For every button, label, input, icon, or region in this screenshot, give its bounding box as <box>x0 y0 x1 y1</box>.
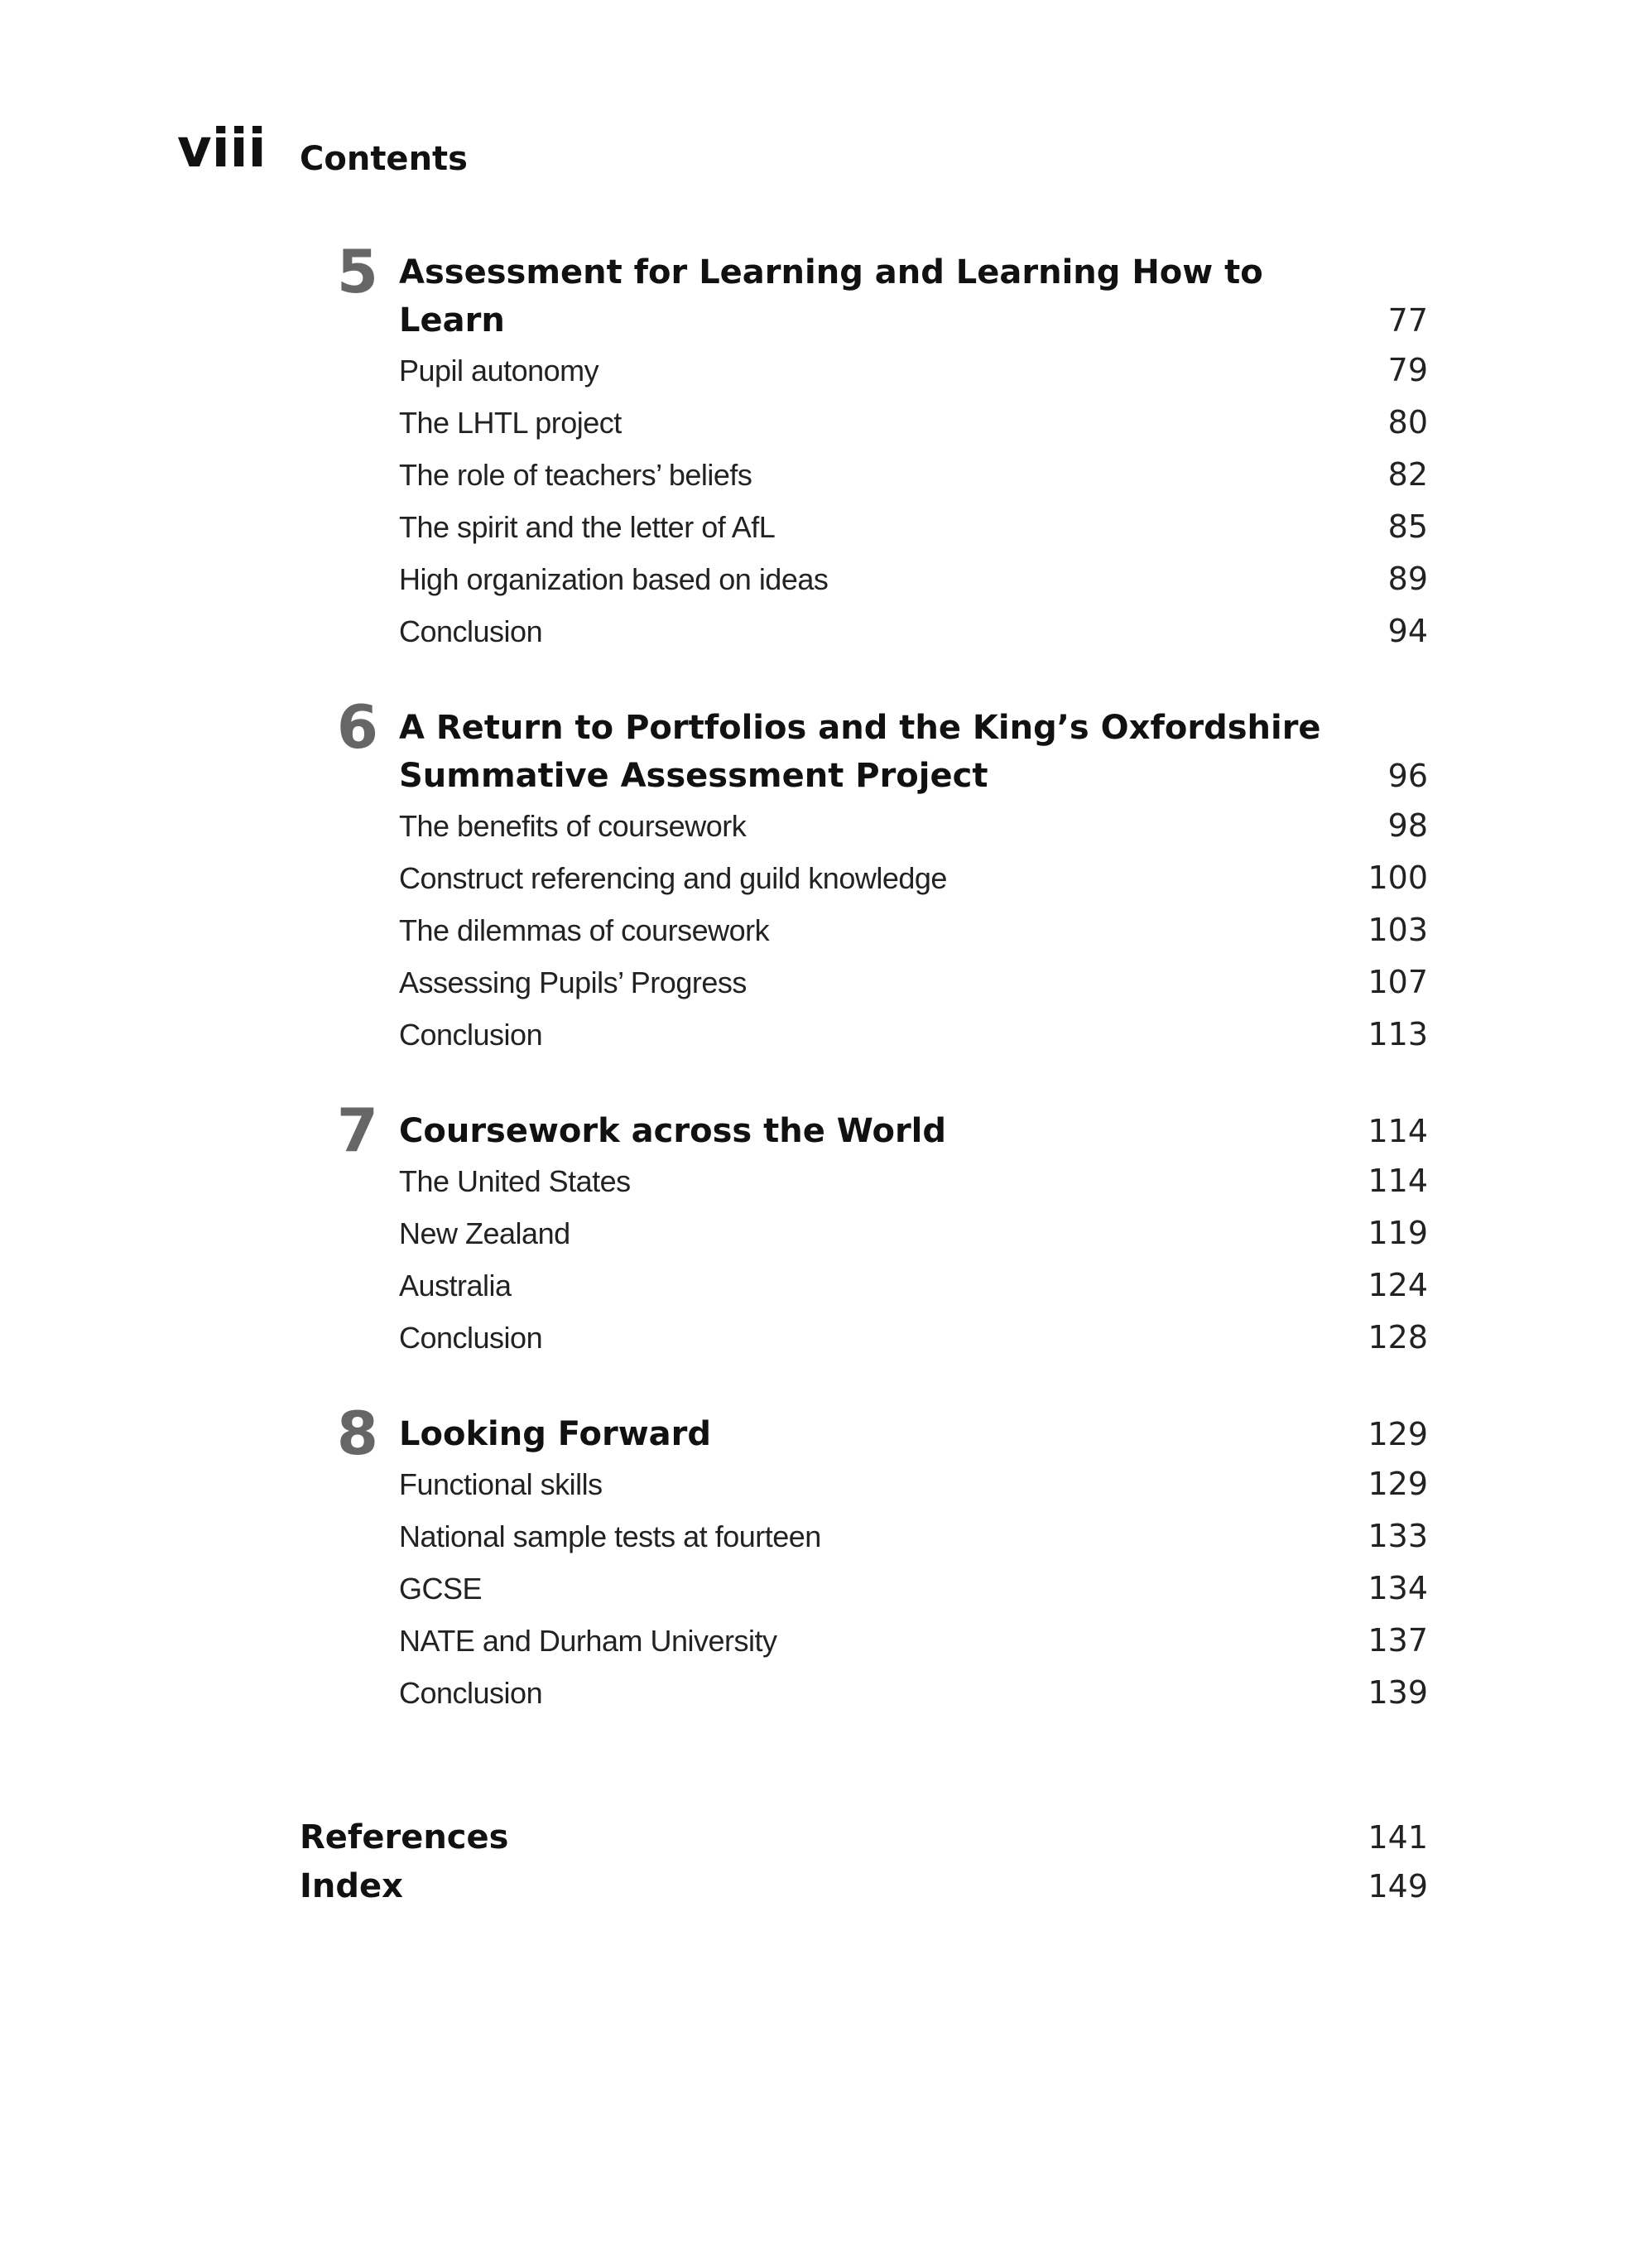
section-page-number: 113 <box>1368 1016 1428 1052</box>
toc-entry[interactable] <box>399 800 1428 852</box>
section-page-number: 94 <box>1387 613 1428 649</box>
section-title: Conclusion <box>399 1321 543 1355</box>
section-list <box>399 344 1428 657</box>
section-title: The role of teachers’ beliefs <box>399 458 752 492</box>
section-title: Functional skills <box>399 1467 603 1501</box>
section-page-number: 107 <box>1368 964 1428 1000</box>
section-title: The benefits of coursework <box>399 809 747 843</box>
section-title: Assessing Pupils’ Progress <box>399 965 747 999</box>
toc-entry-references[interactable] <box>300 1813 1428 1862</box>
section-page-number: 139 <box>1368 1674 1428 1711</box>
section-title: Conclusion <box>399 1018 543 1052</box>
section-title: High organization based on ideas <box>399 562 829 596</box>
section-title: Australia <box>399 1269 512 1303</box>
toc-entry[interactable] <box>399 1563 1428 1615</box>
toc-entry[interactable] <box>399 501 1428 553</box>
chapter-heading[interactable] <box>399 1410 1428 1458</box>
section-title: New Zealand <box>399 1216 570 1250</box>
toc-entry[interactable] <box>399 904 1428 956</box>
toc-entry[interactable] <box>399 1312 1428 1364</box>
section-title: GCSE <box>399 1572 483 1606</box>
back-matter-page-number: 141 <box>1368 1819 1428 1856</box>
toc-entry[interactable] <box>399 956 1428 1009</box>
section-page-number: 114 <box>1368 1163 1428 1199</box>
chapter-title <box>399 1410 711 1458</box>
section-page-number: 85 <box>1387 508 1428 545</box>
section-title: National sample tests at fourteen <box>399 1519 821 1553</box>
chapter-page-number: 96 <box>1387 758 1428 794</box>
toc-entry[interactable] <box>399 852 1428 904</box>
back-matter <box>300 1813 1428 1911</box>
section-title: The United States <box>399 1164 631 1198</box>
back-matter-title: Index <box>300 1867 403 1905</box>
toc-entry[interactable] <box>399 1259 1428 1312</box>
page-title: Contents <box>300 140 468 178</box>
section-page-number: 79 <box>1387 352 1428 388</box>
chapter-title-line: Assessment for Learning and Learning How to Learn <box>399 253 1263 339</box>
section-page-number: 133 <box>1368 1518 1428 1554</box>
toc-entry[interactable] <box>399 397 1428 449</box>
chapter-title-line: A Return to Portfolios and the King’s Oxfordshire <box>399 709 1321 747</box>
section-title: Construct referencing and guild knowledge <box>399 861 947 895</box>
chapter-title-line: Summative Assessment Project <box>399 757 988 795</box>
section-page-number: 100 <box>1368 860 1428 896</box>
section-page-number: 80 <box>1387 404 1428 441</box>
section-list <box>399 1155 1428 1364</box>
chapter-number: 7 <box>336 1095 378 1165</box>
chapter-page-number: 77 <box>1387 302 1428 339</box>
toc-entry[interactable] <box>399 605 1428 657</box>
section-title: The LHTL project <box>399 406 622 440</box>
toc-entry[interactable] <box>399 1510 1428 1563</box>
chapter-7 <box>327 1095 1428 1364</box>
toc-entry[interactable] <box>399 1667 1428 1719</box>
chapter-title-line: Looking Forward <box>399 1415 712 1453</box>
section-page-number: 124 <box>1368 1267 1428 1303</box>
chapter-title <box>399 248 1326 344</box>
chapter-page-number: 114 <box>1368 1113 1428 1149</box>
section-title: NATE and Durham University <box>399 1624 777 1658</box>
section-title: The spirit and the letter of AfL <box>399 510 776 544</box>
chapter-title-line: Coursework across the World <box>399 1112 947 1150</box>
chapter-page-number: 129 <box>1368 1416 1428 1452</box>
chapter-title <box>399 704 1321 800</box>
section-page-number: 128 <box>1368 1319 1428 1356</box>
toc-entry[interactable] <box>399 1155 1428 1207</box>
back-matter-title: References <box>300 1818 509 1856</box>
chapter-6 <box>327 692 1428 1061</box>
chapter-heading[interactable] <box>399 1107 1428 1155</box>
toc-entry[interactable] <box>399 449 1428 501</box>
section-title: Conclusion <box>399 614 543 648</box>
section-page-number: 137 <box>1368 1622 1428 1659</box>
section-list <box>399 800 1428 1061</box>
section-page-number: 98 <box>1387 807 1428 844</box>
back-matter-page-number: 149 <box>1368 1868 1428 1904</box>
section-page-number: 82 <box>1387 456 1428 493</box>
chapter-number: 8 <box>336 1399 378 1468</box>
toc-entry[interactable] <box>399 1458 1428 1510</box>
toc-entry[interactable] <box>399 344 1428 397</box>
toc-entry[interactable] <box>399 1009 1428 1061</box>
section-title: Conclusion <box>399 1676 543 1710</box>
toc-entry[interactable] <box>399 1207 1428 1259</box>
section-page-number: 119 <box>1368 1215 1428 1251</box>
chapter-heading[interactable] <box>399 704 1428 800</box>
chapter-heading[interactable] <box>399 248 1428 344</box>
section-page-number: 134 <box>1368 1570 1428 1606</box>
chapter-5 <box>327 237 1428 657</box>
chapter-title <box>399 1107 946 1155</box>
toc-entry-index[interactable] <box>300 1862 1428 1911</box>
page-folio: viii <box>177 118 267 180</box>
table-of-contents <box>327 237 1428 1765</box>
section-page-number: 103 <box>1368 912 1428 948</box>
chapter-number: 5 <box>336 237 378 306</box>
section-title: Pupil autonomy <box>399 354 599 388</box>
toc-entry[interactable] <box>399 553 1428 605</box>
section-page-number: 129 <box>1368 1466 1428 1502</box>
toc-entry[interactable] <box>399 1615 1428 1667</box>
chapter-number: 6 <box>336 692 378 762</box>
section-page-number: 89 <box>1387 561 1428 597</box>
chapter-8 <box>327 1399 1428 1719</box>
section-list <box>399 1458 1428 1719</box>
section-title: The dilemmas of coursework <box>399 913 770 947</box>
